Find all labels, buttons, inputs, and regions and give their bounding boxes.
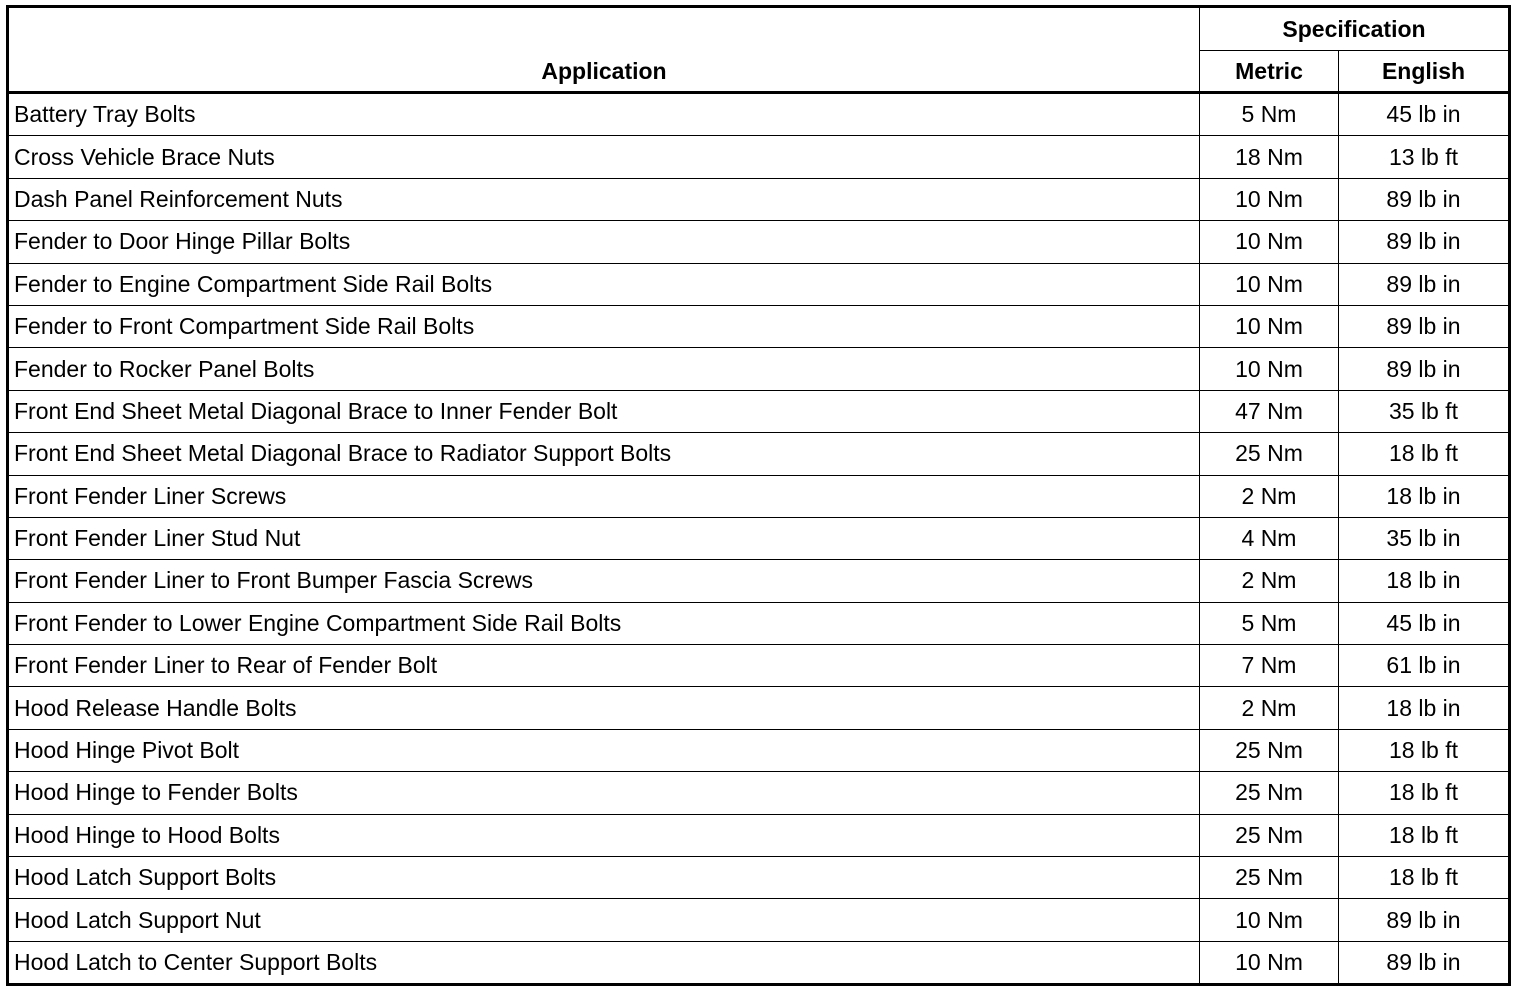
application-column-header: Application bbox=[8, 7, 1200, 93]
metric-cell: 25 Nm bbox=[1200, 857, 1339, 899]
table-row bbox=[8, 433, 1510, 475]
table-body bbox=[8, 93, 1510, 985]
application-cell: Hood Hinge to Fender Bolts bbox=[8, 772, 1200, 814]
metric-cell: 18 Nm bbox=[1200, 136, 1339, 178]
application-cell: Battery Tray Bolts bbox=[8, 93, 1200, 136]
table-row bbox=[8, 729, 1510, 771]
application-cell: Front End Sheet Metal Diagonal Brace to Radiator Support Bolts bbox=[8, 433, 1200, 475]
application-cell: Hood Latch Support Bolts bbox=[8, 857, 1200, 899]
metric-cell: 25 Nm bbox=[1200, 729, 1339, 771]
table-row bbox=[8, 899, 1510, 941]
english-cell: 45 lb in bbox=[1339, 93, 1510, 136]
table-row bbox=[8, 475, 1510, 517]
table-row bbox=[8, 857, 1510, 899]
english-cell: 35 lb ft bbox=[1339, 390, 1510, 432]
english-cell: 89 lb in bbox=[1339, 899, 1510, 941]
table-row bbox=[8, 645, 1510, 687]
english-cell: 18 lb ft bbox=[1339, 729, 1510, 771]
header-row-top bbox=[8, 7, 1510, 51]
metric-cell: 25 Nm bbox=[1200, 433, 1339, 475]
english-cell: 18 lb in bbox=[1339, 687, 1510, 729]
english-cell: 89 lb in bbox=[1339, 221, 1510, 263]
application-cell: Dash Panel Reinforcement Nuts bbox=[8, 178, 1200, 220]
table-row bbox=[8, 560, 1510, 602]
english-cell: 18 lb ft bbox=[1339, 857, 1510, 899]
table-row bbox=[8, 602, 1510, 644]
table-row bbox=[8, 221, 1510, 263]
english-cell: 18 lb ft bbox=[1339, 814, 1510, 856]
metric-cell: 10 Nm bbox=[1200, 941, 1339, 984]
metric-cell: 5 Nm bbox=[1200, 602, 1339, 644]
english-cell: 13 lb ft bbox=[1339, 136, 1510, 178]
metric-cell: 10 Nm bbox=[1200, 178, 1339, 220]
application-cell: Front Fender Liner to Rear of Fender Bolt bbox=[8, 645, 1200, 687]
table-row bbox=[8, 305, 1510, 347]
english-cell: 18 lb ft bbox=[1339, 433, 1510, 475]
english-cell: 45 lb in bbox=[1339, 602, 1510, 644]
table-row bbox=[8, 941, 1510, 984]
english-cell: 89 lb in bbox=[1339, 941, 1510, 984]
metric-cell: 2 Nm bbox=[1200, 475, 1339, 517]
table-row bbox=[8, 687, 1510, 729]
metric-cell: 25 Nm bbox=[1200, 772, 1339, 814]
specification-column-header: Specification bbox=[1200, 7, 1510, 51]
english-cell: 61 lb in bbox=[1339, 645, 1510, 687]
table-row bbox=[8, 814, 1510, 856]
application-cell: Fender to Front Compartment Side Rail Bolts bbox=[8, 305, 1200, 347]
application-cell: Hood Hinge to Hood Bolts bbox=[8, 814, 1200, 856]
english-cell: 18 lb in bbox=[1339, 475, 1510, 517]
application-cell: Fender to Engine Compartment Side Rail Bolts bbox=[8, 263, 1200, 305]
metric-cell: 10 Nm bbox=[1200, 263, 1339, 305]
table-row bbox=[8, 348, 1510, 390]
english-cell: 89 lb in bbox=[1339, 348, 1510, 390]
metric-cell: 10 Nm bbox=[1200, 348, 1339, 390]
application-cell: Front Fender to Lower Engine Compartment Side Rail Bolts bbox=[8, 602, 1200, 644]
fastener-spec-table bbox=[6, 5, 1511, 986]
application-cell: Hood Hinge Pivot Bolt bbox=[8, 729, 1200, 771]
table-row bbox=[8, 263, 1510, 305]
application-cell: Fender to Door Hinge Pillar Bolts bbox=[8, 221, 1200, 263]
metric-column-header: Metric bbox=[1200, 51, 1339, 93]
metric-cell: 4 Nm bbox=[1200, 517, 1339, 559]
english-column-header: English bbox=[1339, 51, 1510, 93]
application-cell: Front Fender Liner Screws bbox=[8, 475, 1200, 517]
application-cell: Front Fender Liner Stud Nut bbox=[8, 517, 1200, 559]
english-cell: 89 lb in bbox=[1339, 178, 1510, 220]
metric-cell: 7 Nm bbox=[1200, 645, 1339, 687]
metric-cell: 10 Nm bbox=[1200, 221, 1339, 263]
metric-cell: 25 Nm bbox=[1200, 814, 1339, 856]
table-row bbox=[8, 93, 1510, 136]
table-row bbox=[8, 136, 1510, 178]
application-cell: Hood Latch Support Nut bbox=[8, 899, 1200, 941]
metric-cell: 47 Nm bbox=[1200, 390, 1339, 432]
application-cell: Hood Latch to Center Support Bolts bbox=[8, 941, 1200, 984]
metric-cell: 5 Nm bbox=[1200, 93, 1339, 136]
metric-cell: 10 Nm bbox=[1200, 899, 1339, 941]
metric-cell: 2 Nm bbox=[1200, 560, 1339, 602]
english-cell: 18 lb in bbox=[1339, 560, 1510, 602]
english-cell: 89 lb in bbox=[1339, 263, 1510, 305]
application-cell: Front End Sheet Metal Diagonal Brace to Inner Fender Bolt bbox=[8, 390, 1200, 432]
english-cell: 35 lb in bbox=[1339, 517, 1510, 559]
table-row bbox=[8, 390, 1510, 432]
application-cell: Cross Vehicle Brace Nuts bbox=[8, 136, 1200, 178]
application-cell: Hood Release Handle Bolts bbox=[8, 687, 1200, 729]
table-row bbox=[8, 178, 1510, 220]
application-cell: Fender to Rocker Panel Bolts bbox=[8, 348, 1200, 390]
english-cell: 18 lb ft bbox=[1339, 772, 1510, 814]
table-row bbox=[8, 772, 1510, 814]
english-cell: 89 lb in bbox=[1339, 305, 1510, 347]
application-cell: Front Fender Liner to Front Bumper Fascia Screws bbox=[8, 560, 1200, 602]
table-header bbox=[8, 7, 1510, 93]
table-row bbox=[8, 517, 1510, 559]
metric-cell: 10 Nm bbox=[1200, 305, 1339, 347]
metric-cell: 2 Nm bbox=[1200, 687, 1339, 729]
